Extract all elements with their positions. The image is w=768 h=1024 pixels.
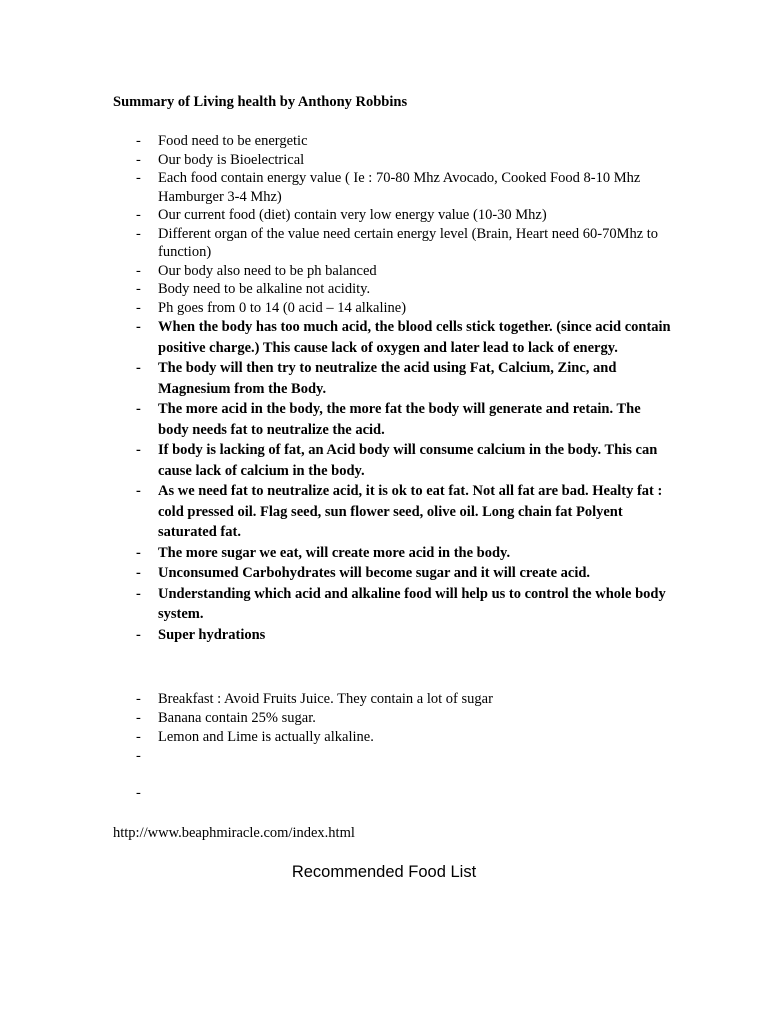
list-item-text: The more acid in the body, the more fat the body will generate and retain. The body needs fat to neutralize the acid. <box>158 401 641 438</box>
list-item-text: Body need to be alkaline not acidity. <box>158 281 371 297</box>
bullet-dash: - <box>136 401 141 417</box>
bullet-dash: - <box>136 360 141 376</box>
section-heading-recommended-food-list: Recommended Food List <box>291 863 477 881</box>
summary-bullet-list <box>113 132 673 645</box>
list-item-text: Our current food (diet) contain very low energy value (10-30 Mhz) <box>158 207 547 223</box>
bullet-dash: - <box>136 133 141 149</box>
list-item <box>113 299 673 318</box>
bullet-dash: - <box>136 710 141 726</box>
bullet-dash: - <box>136 281 141 297</box>
bullet-dash: - <box>136 299 141 316</box>
list-item-text: When the body has too much acid, the blood cells stick together. (since acid contain positive charge.) This cause lack of oxygen and later lead to lack of energy. <box>158 319 671 356</box>
list-item <box>113 151 673 170</box>
bullet-dash: - <box>136 748 141 764</box>
list-item-text: Our body is Bioelectrical <box>158 151 305 168</box>
list-item-text: Lemon and Lime is actually alkaline. <box>158 729 374 745</box>
list-item <box>113 225 673 262</box>
list-item <box>113 317 673 358</box>
breakfast-notes-list <box>113 690 673 803</box>
list-item-text: Different organ of the value need certain energy level (Brain, Heart need 60-70Mhz to function) <box>158 225 659 260</box>
list-item <box>113 784 673 803</box>
bullet-dash: - <box>136 207 141 223</box>
bullet-dash: - <box>136 544 141 561</box>
list-item-text: Ph goes from 0 to 14 (0 acid – 14 alkaline) <box>158 299 407 316</box>
list-item-text: Our body also need to be ph balanced <box>158 262 377 279</box>
bullet-dash: - <box>136 483 141 499</box>
list-item-text: Food need to be energetic <box>158 133 308 149</box>
list-item-text: Understanding which acid and alkaline food will help us to control the whole body system. <box>158 585 666 622</box>
bullet-dash: - <box>136 626 141 643</box>
list-item-text: As we need fat to neutralize acid, it is ok to eat fat. Not all fat are bad. Healty fat : cold pressed oil. Flag seed, sun flower seed, olive oil. Long chain fat Polyent saturated fat. <box>158 483 663 540</box>
bullet-dash: - <box>136 442 141 458</box>
list-item <box>113 358 673 399</box>
bullet-dash: - <box>136 729 141 745</box>
list-item-text: Breakfast : Avoid Fruits Juice. They contain a lot of sugar <box>158 691 493 707</box>
bullet-dash: - <box>136 691 141 707</box>
list-item <box>113 481 673 543</box>
list-item <box>113 399 673 440</box>
list-item-text: Super hydrations <box>158 626 266 643</box>
list-item <box>113 690 673 709</box>
list-item-text: The body will then try to neutralize the acid using Fat, Calcium, Zinc, and Magnesium from the Body. <box>158 360 617 397</box>
bullet-dash: - <box>136 785 141 801</box>
bullet-dash: - <box>136 262 141 279</box>
list-item <box>113 543 673 564</box>
source-url: http://www.beaphmiracle.com/index.html <box>113 825 355 841</box>
bullet-dash: - <box>136 170 141 186</box>
list-item <box>113 169 673 206</box>
list-item <box>113 747 673 766</box>
list-item <box>113 563 673 584</box>
list-item-text: If body is lacking of fat, an Acid body will consume calcium in the body. This can cause lack of calcium in the body. <box>158 442 658 479</box>
list-item-text: Each food contain energy value ( Ie : 70-80 Mhz Avocado, Cooked Food 8-10 Mhz Hamburger 3-4 Mhz) <box>158 170 641 205</box>
bullet-dash: - <box>136 565 141 581</box>
bullet-dash: - <box>136 319 141 335</box>
list-item-text: The more sugar we eat, will create more acid in the body. <box>158 544 511 561</box>
list-item <box>113 728 673 747</box>
list-item-text: Banana contain 25% sugar. <box>158 710 316 726</box>
bullet-dash: - <box>136 151 141 168</box>
list-item <box>113 132 673 151</box>
list-item <box>113 206 673 225</box>
list-item <box>113 280 673 299</box>
bullet-dash: - <box>136 225 141 242</box>
list-item <box>113 262 673 281</box>
list-item <box>113 440 673 481</box>
page-title: Summary of Living health by Anthony Robbins <box>113 94 408 110</box>
list-item <box>113 625 673 646</box>
list-item-text: Unconsumed Carbohydrates will become sugar and it will create acid. <box>158 565 591 581</box>
list-item <box>113 709 673 728</box>
list-item <box>113 584 673 625</box>
bullet-dash: - <box>136 585 141 602</box>
